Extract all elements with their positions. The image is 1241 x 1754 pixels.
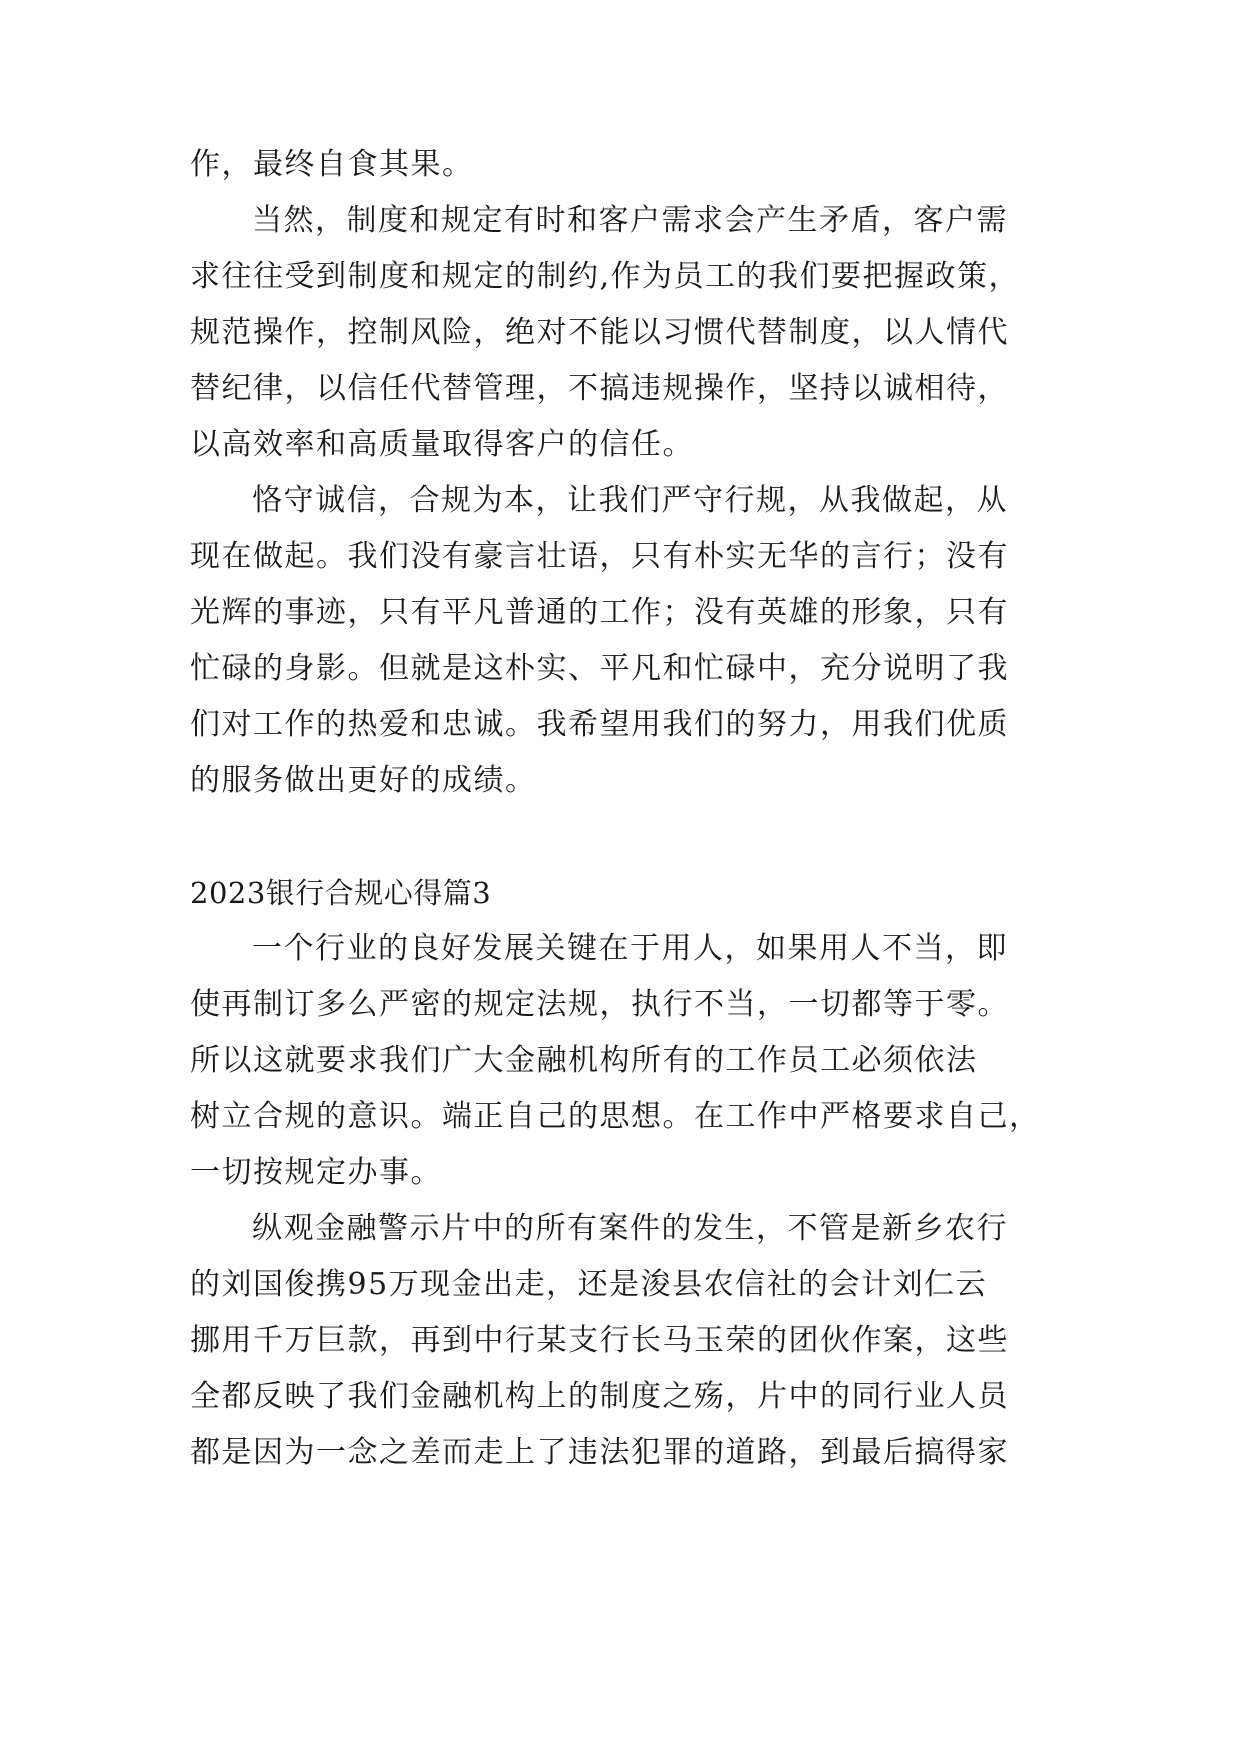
paragraph-line: 求往往受到制度和规定的制约,作为员工的我们要把握政策， xyxy=(190,259,1021,294)
section-heading: 2023银行合规心得篇3 xyxy=(190,876,492,910)
paragraph-line: 替纪律，以信任代替管理，不搞违规操作，坚持以诚相待， xyxy=(190,371,1009,406)
paragraph-line: 忙碌的身影。但就是这朴实、平凡和忙碌中，充分说明了我 xyxy=(190,651,1009,686)
paragraph-line: 纵观金融警示片中的所有案件的发生，不管是新乡农行 xyxy=(252,1211,1008,1246)
paragraph-line: 当然，制度和规定有时和客户需求会产生矛盾，客户需 xyxy=(252,203,1008,238)
paragraph-line: 以高效率和高质量取得客户的信任。 xyxy=(190,427,694,462)
paragraph-line: 现在做起。我们没有豪言壮语，只有朴实无华的言行；没有 xyxy=(190,539,1009,574)
paragraph-line: 一切按规定办事。 xyxy=(190,1155,442,1190)
paragraph-line: 树立合规的意识。端正自己的思想。在工作中严格要求自己， xyxy=(190,1099,1041,1134)
paragraph-line: 挪用千万巨款，再到中行某支行长马玉荣的团伙作案，这些 xyxy=(190,1323,1009,1358)
paragraph-line: 们对工作的热爱和忠诚。我希望用我们的努力，用我们优质 xyxy=(190,707,1009,742)
paragraph-line: 全都反映了我们金融机构上的制度之殇，片中的同行业人员 xyxy=(190,1379,1009,1414)
paragraph-line: 使再制订多么严密的规定法规，执行不当，一切都等于零。 xyxy=(190,987,1009,1022)
paragraph-line: 所以这就要求我们广大金融机构所有的工作员工必须依法 xyxy=(190,1043,978,1078)
paragraph-line: 恪守诚信，合规为本，让我们严守行规，从我做起，从 xyxy=(252,483,1008,518)
paragraph-line: 光辉的事迹，只有平凡普通的工作；没有英雄的形象，只有 xyxy=(190,595,1009,630)
paragraph-line: 作，最终自食其果。 xyxy=(190,147,474,182)
paragraph-line: 都是因为一念之差而走上了违法犯罪的道路，到最后搞得家 xyxy=(190,1435,1009,1470)
paragraph-line: 的服务做出更好的成绩。 xyxy=(190,763,537,798)
paragraph-line: 的刘国俊携95万现金出走，还是浚县农信社的会计刘仁云 xyxy=(190,1267,988,1302)
paragraph-line: 规范操作，控制风险，绝对不能以习惯代替制度，以人情代 xyxy=(190,315,1009,350)
paragraph-line: 一个行业的良好发展关键在于用人，如果用人不当，即 xyxy=(252,931,1008,966)
